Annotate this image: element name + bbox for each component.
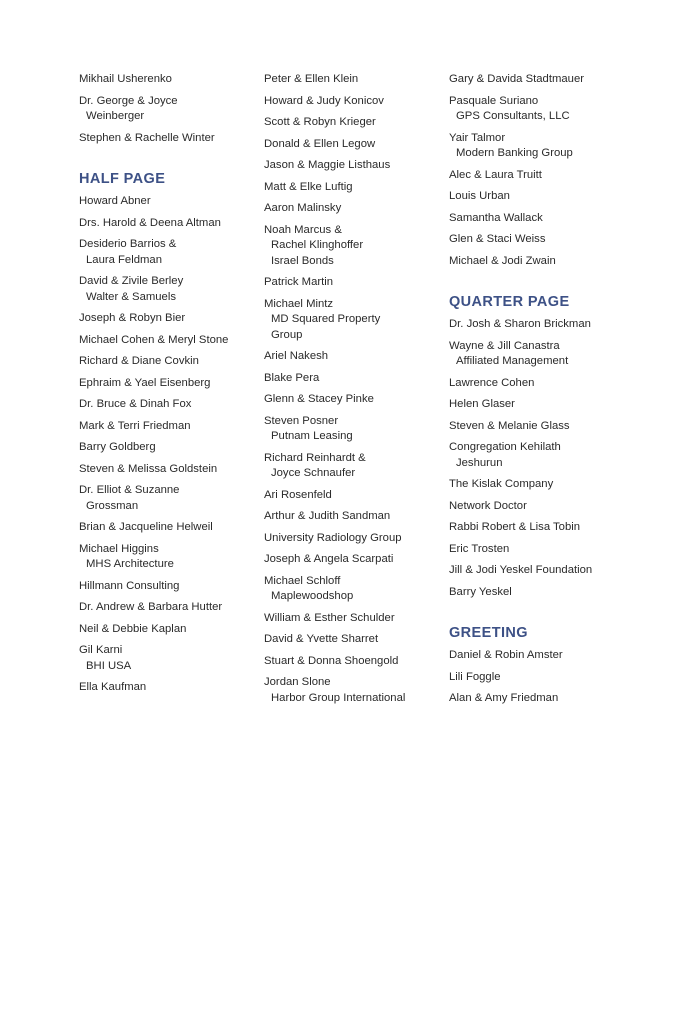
donor-entry <box>449 232 649 248</box>
donor-entry <box>449 648 649 664</box>
donor-entry <box>449 585 649 601</box>
donor-entry <box>79 397 259 413</box>
donor-affiliation: Laura Feldman <box>86 253 162 266</box>
donor-name: Noah Marcus & <box>264 223 342 236</box>
donor-entry <box>79 462 259 478</box>
donor-name: Matt & Elke Luftig <box>264 180 353 193</box>
donor-name: Alan & Amy Friedman <box>449 692 559 704</box>
donor-entry <box>79 680 259 696</box>
donor-name: Network Doctor <box>449 499 527 512</box>
donor-entry <box>449 499 649 515</box>
donor-entry <box>264 632 444 648</box>
donor-name: Scott & Robyn Krieger <box>264 116 376 128</box>
donor-name: Eric Trosten <box>449 542 510 555</box>
donor-name: Mark & Terri Friedman <box>79 419 191 432</box>
donor-affiliation: Modern Banking Group <box>456 147 573 159</box>
donor-entry <box>449 397 649 413</box>
donor-entry <box>449 670 649 686</box>
donor-entry <box>79 483 259 514</box>
donor-entry <box>264 72 444 88</box>
donor-entry <box>264 552 444 568</box>
donor-name: Michael Cohen & Meryl Stone <box>79 333 229 346</box>
donor-entry <box>79 643 259 674</box>
donor-name: Peter & Ellen Klein <box>264 73 359 85</box>
donor-affiliation: Harbor Group International <box>271 691 406 704</box>
donor-entry <box>79 194 259 210</box>
donor-entry <box>264 414 444 445</box>
donor-entry <box>449 691 649 707</box>
donor-name: Congregation Kehilath <box>449 441 561 453</box>
donor-name: Hillmann Consulting <box>79 579 180 592</box>
donor-name: Rabbi Robert & Lisa Tobin <box>449 521 581 533</box>
donor-name: Blake Pera <box>264 371 320 384</box>
donor-affiliation: Weinberger <box>86 110 145 122</box>
donor-entry <box>264 180 444 196</box>
donor-entry <box>449 168 649 184</box>
donor-entry <box>264 201 444 217</box>
donor-name: Michael Mintz <box>264 297 334 310</box>
donor-entry <box>449 94 649 125</box>
donor-name: Samantha Wallack <box>449 211 543 224</box>
donor-name: Lili Foggle <box>449 670 501 683</box>
donor-entry <box>264 392 444 408</box>
donor-entry <box>264 158 444 174</box>
donor-affiliation: Maplewoodshop <box>271 590 354 602</box>
donor-entry <box>264 675 444 706</box>
donor-name: Joseph & Angela Scarpati <box>264 553 394 565</box>
donor-name: Dr. George & Joyce <box>79 94 178 107</box>
prior-section-list <box>79 72 259 146</box>
donor-affiliation: Israel Bonds <box>271 254 334 267</box>
donor-entry <box>79 311 259 327</box>
donor-entry <box>264 115 444 131</box>
donor-name: Glen & Staci Weiss <box>449 233 546 245</box>
donor-name: Ari Rosenfeld <box>264 488 332 501</box>
column-1 <box>79 72 259 702</box>
donor-name: Barry Yeskel <box>449 585 512 598</box>
donor-entry <box>264 611 444 627</box>
donor-affiliation: Walter & Samuels <box>86 290 176 303</box>
donor-name: Gil Karni <box>79 644 123 656</box>
half-page-list-continued <box>264 72 444 706</box>
donor-name: Joseph & Robyn Bier <box>79 312 186 324</box>
donor-name: Patrick Martin <box>264 276 334 288</box>
donor-name: Barry Goldberg <box>79 441 156 453</box>
donor-name: Dr. Josh & Sharon Brickman <box>449 318 591 330</box>
column-3 <box>449 72 649 713</box>
donor-affiliation: MHS Architecture <box>86 558 174 570</box>
donor-entry <box>264 94 444 110</box>
donor-entry <box>79 419 259 435</box>
donor-name: Louis Urban <box>449 190 510 202</box>
donor-entry <box>79 542 259 573</box>
donor-entry <box>79 237 259 268</box>
donor-affiliation: Joyce Schnaufer <box>271 467 356 479</box>
donor-name: Howard Abner <box>79 195 151 207</box>
donor-name: Ephraim & Yael Eisenberg <box>79 376 211 389</box>
quarter-page-list <box>449 317 649 600</box>
greeting-heading: GREETING <box>449 625 528 641</box>
donor-entry <box>79 579 259 595</box>
donor-entry <box>79 131 259 147</box>
donor-name: Richard Reinhardt & <box>264 451 366 464</box>
donor-name: Michael Schloff <box>264 574 341 587</box>
donor-entry <box>79 600 259 616</box>
donor-entry <box>79 520 259 536</box>
donor-name: Drs. Harold & Deena Altman <box>79 216 221 229</box>
donor-name: Arthur & Judith Sandman <box>264 510 391 522</box>
donor-entry <box>264 137 444 153</box>
donor-affiliation: Affiliated Management <box>456 355 569 367</box>
donor-entry <box>79 376 259 392</box>
donor-entry <box>449 376 649 392</box>
donor-entry <box>79 216 259 232</box>
donor-name: Desiderio Barrios & <box>79 238 177 250</box>
donor-entry <box>449 189 649 205</box>
donor-entry <box>264 574 444 605</box>
donor-entry <box>449 563 649 579</box>
donor-entry <box>79 274 259 305</box>
donor-name: Neil & Debbie Kaplan <box>79 622 187 635</box>
half-page-list-end <box>449 72 649 269</box>
quarter-page-heading: QUARTER PAGE <box>449 294 570 310</box>
donor-name: Lawrence Cohen <box>449 376 535 389</box>
donor-affiliation: Grossman <box>86 499 139 512</box>
donor-entry <box>264 371 444 387</box>
donor-name: Jordan Slone <box>264 676 331 688</box>
donor-name: Richard & Diane Covkin <box>79 355 199 367</box>
donor-name: Glenn & Stacey Pinke <box>264 393 374 405</box>
donor-name: Michael & Jodi Zwain <box>449 254 556 267</box>
donor-affiliation: Group <box>271 328 303 341</box>
donor-entry <box>449 520 649 536</box>
donor-affiliation: Putnam Leasing <box>271 430 353 442</box>
donor-name: Yair Talmor <box>449 131 506 144</box>
half-page-heading: HALF PAGE <box>79 171 166 187</box>
donor-name: Wayne & Jill Canastra <box>449 339 560 352</box>
donor-name: The Kislak Company <box>449 478 554 490</box>
donor-entry <box>79 440 259 456</box>
donor-name: Stephen & Rachelle Winter <box>79 131 215 144</box>
donor-entry <box>449 211 649 227</box>
donor-entry <box>449 131 649 162</box>
donor-name: Howard & Judy Konicov <box>264 94 384 107</box>
donor-name: Dr. Elliot & Suzanne <box>79 484 180 496</box>
column-2 <box>264 72 444 712</box>
donor-name: David & Zivile Berley <box>79 275 184 287</box>
donor-name: Ella Kaufman <box>79 681 147 693</box>
donor-affiliation: Rachel Klinghoffer <box>271 239 364 251</box>
donor-name: University Radiology Group <box>264 531 402 544</box>
donor-entry <box>79 94 259 125</box>
donor-entry <box>264 349 444 365</box>
donor-name: Brian & Jacqueline Helweil <box>79 521 213 533</box>
donor-name: Helen Glaser <box>449 398 515 410</box>
donor-entry <box>449 339 649 370</box>
half-page-list <box>79 194 259 696</box>
donor-entry <box>264 509 444 525</box>
donor-entry <box>264 654 444 670</box>
donor-name: Donald & Ellen Legow <box>264 137 376 150</box>
donor-name: Michael Higgins <box>79 542 159 555</box>
donor-name: William & Esther Schulder <box>264 611 395 624</box>
donor-name: Ariel Nakesh <box>264 350 329 362</box>
donor-name: Pasquale Suriano <box>449 94 539 107</box>
donor-name: Dr. Bruce & Dinah Fox <box>79 398 192 410</box>
donor-entry <box>79 622 259 638</box>
donor-entry <box>449 477 649 493</box>
donor-name: Aaron Malinsky <box>264 202 342 214</box>
donor-name: Mikhail Usherenko <box>79 73 172 85</box>
greeting-list <box>449 648 649 707</box>
donor-entry <box>264 451 444 482</box>
donor-entry <box>79 72 259 88</box>
donor-entry <box>264 531 444 547</box>
donor-entry <box>264 275 444 291</box>
donor-name: Alec & Laura Truitt <box>449 168 542 181</box>
donor-affiliation: GPS Consultants, LLC <box>456 110 570 122</box>
donor-name: Steven & Melissa Goldstein <box>79 462 218 475</box>
donor-entry <box>449 254 649 270</box>
donor-entry <box>449 440 649 471</box>
donor-name: Stuart & Donna Shoengold <box>264 654 399 667</box>
donor-affiliation: Jeshurun <box>456 456 503 469</box>
donor-entry <box>449 72 649 88</box>
donor-entry <box>79 333 259 349</box>
donor-name: Jill & Jodi Yeskel Foundation <box>449 564 593 576</box>
donor-entry <box>264 297 444 344</box>
donor-name: Jason & Maggie Listhaus <box>264 159 391 171</box>
donor-entry <box>264 488 444 504</box>
donor-entry <box>79 354 259 370</box>
donor-name: Dr. Andrew & Barbara Hutter <box>79 601 223 613</box>
donor-entry <box>449 317 649 333</box>
donor-entry <box>449 542 649 558</box>
donor-affiliation: BHI USA <box>86 659 132 672</box>
donor-affiliation: MD Squared Property <box>271 313 381 325</box>
donor-entry <box>449 419 649 435</box>
donor-entry <box>264 223 444 270</box>
donor-name: Steven Posner <box>264 414 339 427</box>
donor-name: Gary & Davida Stadtmauer <box>449 73 584 85</box>
donor-name: Steven & Melanie Glass <box>449 419 570 432</box>
donor-name: David & Yvette Sharret <box>264 633 379 645</box>
donor-name: Daniel & Robin Amster <box>449 649 563 661</box>
